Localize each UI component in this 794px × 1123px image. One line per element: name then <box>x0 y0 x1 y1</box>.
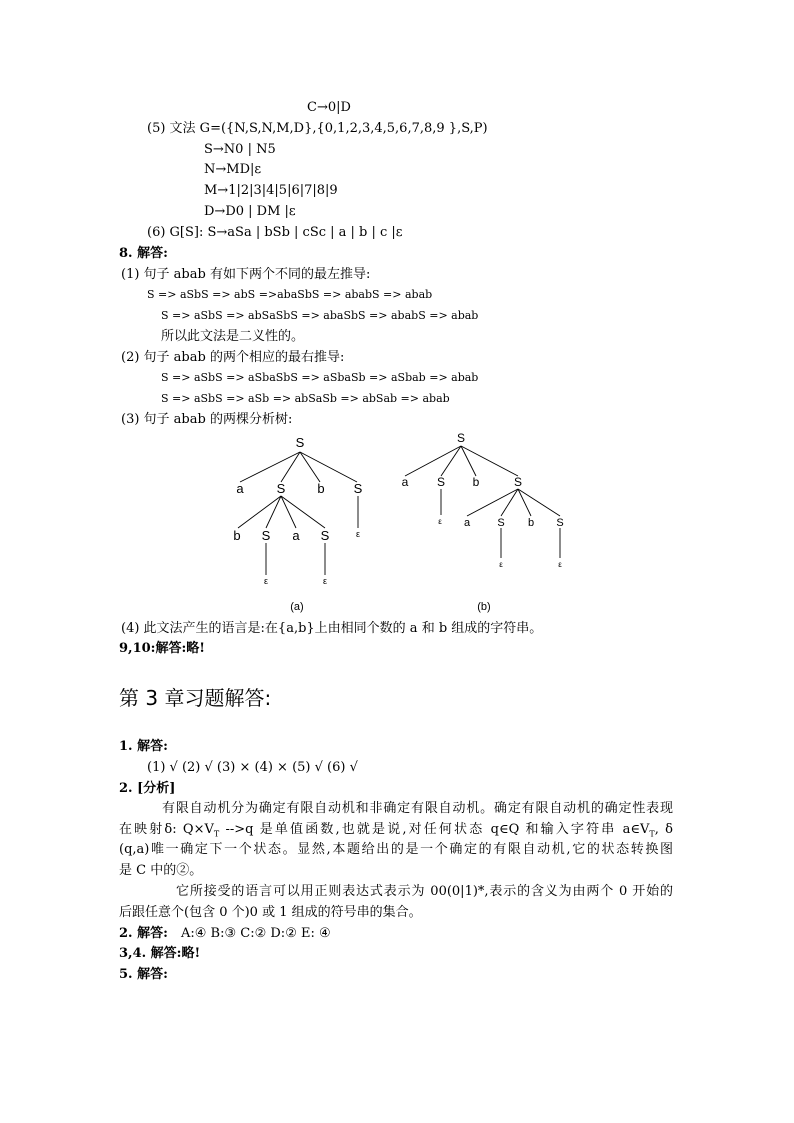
tree-a-node: S <box>295 435 305 450</box>
grammar-g5-rule: N→MD|ε <box>204 162 262 177</box>
tree-a-labels <box>233 435 362 613</box>
q8-derivation: S => aSbS => abSaSbS => abaSbS => ababS => abab <box>161 309 479 322</box>
q2-text: , δ <box>654 822 674 837</box>
q2-analysis-line: 有限自动机分为确定有限自动机和非确定有限自动机。确定有限自动机的确定性表现 <box>162 801 673 816</box>
tree-a-epsilon: ε <box>322 576 328 586</box>
tree-b-node: S <box>497 517 505 529</box>
tree-b-node: a <box>463 517 471 529</box>
q8-derivation: S => aSbS => aSb => abSaSb => abSab => abab <box>161 392 450 405</box>
grammar-g5-rule: S→N0 | N5 <box>204 142 276 157</box>
q1-heading: 1. 解答: <box>119 739 168 754</box>
parse-trees-figure <box>0 425 794 625</box>
q2-heading: 2. [分析] <box>119 781 176 796</box>
chapter-title: 第 3 章习题解答: <box>119 686 272 710</box>
tree-b-edges <box>405 446 560 558</box>
tree-a-epsilon: ε <box>355 529 361 539</box>
tree-a-node: a <box>292 528 300 543</box>
tree-a-node: S <box>353 481 363 496</box>
tree-b-node: S <box>556 517 564 529</box>
q2-answer-label: 2. 解答: <box>119 926 168 941</box>
subscript-t: T <box>649 829 655 839</box>
subscript-t: T <box>213 829 220 839</box>
tree-a-edges <box>238 452 361 575</box>
tree-b-epsilon: ε <box>558 560 562 569</box>
q8-heading: 8. 解答: <box>119 246 168 261</box>
q8-part3: (3) 句子 abab 的两棵分析树: <box>121 412 293 427</box>
tree-a-node: S <box>320 528 330 543</box>
tree-a-node: S <box>261 528 271 543</box>
tree-b-node: S <box>456 431 466 445</box>
tree-b-labels <box>402 431 564 613</box>
tree-b-node: b <box>472 475 480 489</box>
tree-a-epsilon: ε <box>263 576 269 586</box>
tree-b-caption: (b) <box>477 601 491 613</box>
q2-answers: A:④ B:③ C:② D:② E: ④ <box>181 926 331 941</box>
q3-4-answer: 3,4. 解答:略! <box>119 946 201 961</box>
tree-b-epsilon: ε <box>499 560 503 569</box>
q8-ambiguity-note: 所以此文法是二义性的。 <box>161 329 305 344</box>
tree-a-node: a <box>236 481 244 496</box>
q2-analysis-line: (q,a)唯一确定下一个状态。显然,本题给出的是一个确定的有限自动机,它的状态转换图 <box>119 842 673 857</box>
q9-10-answer: 9,10:解答:略! <box>119 641 205 656</box>
q5-heading: 5. 解答: <box>119 967 168 982</box>
tree-b-node: b <box>527 517 535 529</box>
q1-answers: (1) √ (2) √ (3) × (4) × (5) √ (6) √ <box>147 760 358 775</box>
grammar-g5-rule: D→D0 | DM |ε <box>204 204 296 219</box>
tree-a-node: b <box>233 528 241 543</box>
grammar-g5-head: (5) 文法 G=({N,S,N,M,D},{0,1,2,3,4,5,6,7,8,9 },S,P) <box>147 121 488 136</box>
grammar-rule-c: C→0|D <box>307 100 351 115</box>
q2-analysis-line: 后跟任意个(包含 0 个)0 或 1 组成的符号串的集合。 <box>119 905 422 920</box>
q8-derivation: S => aSbS => aSbaSbS => aSbaSb => aSbab => abab <box>161 371 479 384</box>
tree-b-epsilon: ε <box>438 517 442 526</box>
q8-part1: (1) 句子 abab 有如下两个不同的最左推导: <box>121 267 371 282</box>
tree-b-node: a <box>401 475 409 489</box>
tree-a-node: b <box>317 481 325 496</box>
q2-analysis-line: 是 C 中的②。 <box>119 863 203 878</box>
tree-a-node: S <box>276 481 286 496</box>
q8-part2: (2) 句子 abab 的两个相应的最右推导: <box>121 350 345 365</box>
q8-derivation: S => aSbS => abS =>abaSbS => ababS => abab <box>147 288 433 301</box>
q2-text: 在映射δ: Q×V <box>119 822 214 837</box>
tree-b-node: S <box>436 475 446 489</box>
q2-analysis-line <box>119 823 673 839</box>
tree-a-caption: (a) <box>290 601 304 613</box>
tree-b-node: S <box>513 475 523 489</box>
grammar-g5-rule: M→1|2|3|4|5|6|7|8|9 <box>204 183 338 198</box>
q8-part4: (4) 此文法产生的语言是:在{a,b}上由相同个数的 a 和 b 组成的字符串。 <box>121 621 543 636</box>
q2-analysis-line: 它所接受的语言可以用正则表达式表示为 00(0|1)*,表示的含义为由两个 0 开始的 <box>176 884 673 899</box>
q2-text: -->q 是单值函数,也就是说,对任何状态 q∈Q 和输入字符串 a∈V <box>219 822 650 837</box>
grammar-g6: (6) G[S]: S→aSa | bSb | cSc | a | b | c |ε <box>147 225 403 240</box>
